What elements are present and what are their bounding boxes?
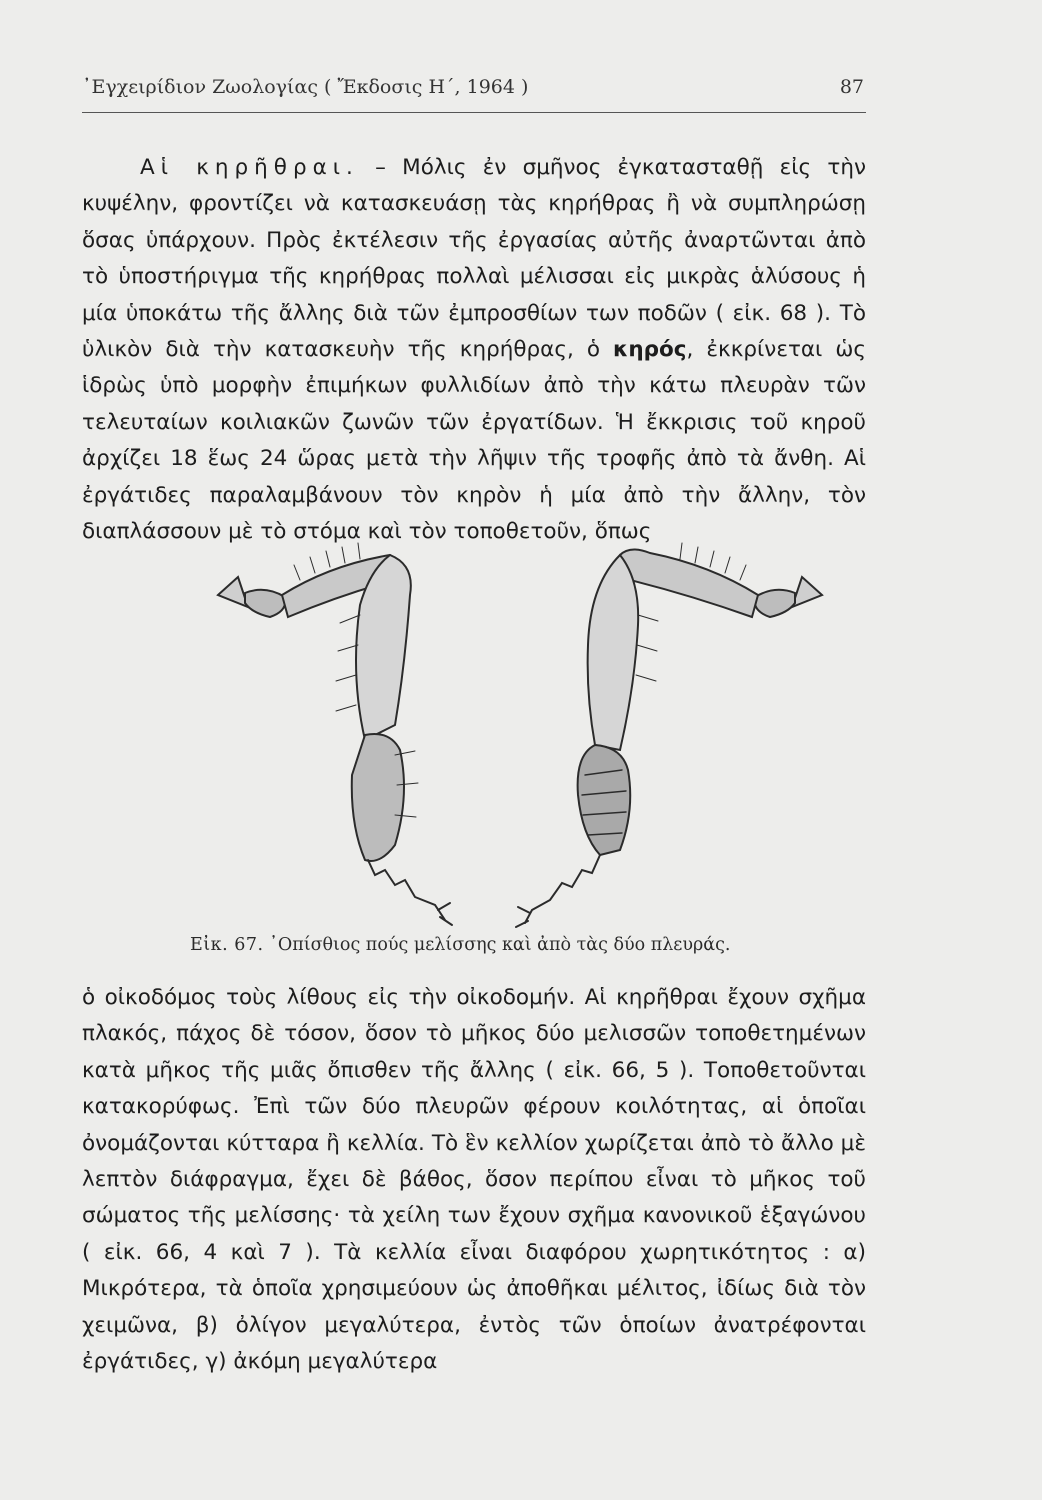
figure-caption xyxy=(190,935,850,955)
caption-text: ᾿Οπίσθιος πούς μελίσσης καὶ ἀπὸ τὰς δύο πλευράς. xyxy=(269,935,731,955)
paragraph-1-part-b: , ἐκκρίνεται ὡς ἱδρὼς ὑπὸ μορφὴν ἐπιμήκων φυλλιδίων ἀπὸ τὴν κάτω πλευρὰν τῶν τελευταίων κοιλιακῶν ζωνῶν τῶν ἐργατίδων. Ἡ ἔκκρισις τοῦ κηροῦ ἀρχίζει 18 ἕως 24 ὥρας μετὰ τὴν λῆψιν τῆς τροφῆς ἀπὸ τὰ ἄνθη. Αἱ ἐργάτιδες παραλαμβάνουν τὸν κηρὸν ἡ μία ἀπὸ τὴν ἄλλην, τὸν διαπλάσσουν μὲ τὸ στόμα καὶ τὸν τοποθετοῦν, ὅπως xyxy=(82,337,866,545)
paragraph-2-text: ὁ οἰκοδόμος τοὺς λίθους εἰς τὴν οἰκοδομήν. Αἱ κηρῆθραι ἔχουν σχῆμα πλακός, πάχος δὲ τόσον, ὅσον τὸ μῆκος δύο μελισσῶν τοποθετημένων κατὰ μῆκος τῆς μιᾶς ὄπισθεν τῆς ἄλλης ( εἰκ. 66, 5 ). Τοποθετοῦνται κατακορύφως. Ἐπὶ τῶν δύο πλευρῶν φέρουν κοιλότητας, αἱ ὁποῖαι ὀνομάζονται κύτταρα ἢ κελλία. Τὸ ἓν κελλίον χωρίζεται ἀπὸ τὸ ἄλλο μὲ λεπτὸν διάφραγμα, ἔχει δὲ βάθος, ὅσον περίπου εἶναι τὸ μῆκος τοῦ σώματος τῆς μελίσσης· τὰ χείλη των ἔχουν σχῆμα κανονικοῦ ἑξαγώνου ( εἰκ. 66, 4 καὶ 7 ). Τὰ κελλία εἶναι διαφόρου χωρητικότητος : α) Μικρότερα, τὰ ὁποῖα χρησιμεύουν ὡς ἀποθῆκαι μέλιτος, ἰδίως διὰ τὸν χειμῶνα, β) ὀλίγον μεγαλύτερα, ἐντὸς τῶν ὁποίων ἀνατρέφονται ἐργάτιδες, γ) ἀκόμη μεγαλύτερα xyxy=(82,985,866,1375)
bold-term-wax: κηρός xyxy=(613,337,687,363)
header-rule xyxy=(82,112,866,113)
page-number: 87 xyxy=(839,76,864,98)
bee-leg-illustration xyxy=(190,525,850,945)
figure-bee-hind-leg xyxy=(190,525,850,945)
book-title: ᾿Εγχειρίδιον Ζωολογίας ( Ἔκδοσις Η΄, 1964 ) xyxy=(82,76,529,98)
section-heading: Αἱ κηρῆθραι. xyxy=(140,155,359,180)
paragraph-1 xyxy=(82,150,866,550)
paragraph-2 xyxy=(82,980,866,1380)
paragraph-1-text xyxy=(82,150,866,550)
paragraph-1-part-a: – Μόλις ἐν σμῆνος ἐγκατασταθῇ εἰς τὴν κυψέλην, φροντίζει νὰ κατασκευάσῃ τὰς κηρήθρας ἢ νὰ συμπληρώσῃ ὅσας ὑπάρχουν. Πρὸς ἐκτέλεσιν τῆς ἐργασίας αὐτῆς ἀναρτῶνται ἀπὸ τὸ ὑποστήριγμα τῆς κηρήθρας πολλαὶ μέλισσαι εἰς μικρὰς ἁλύσους ἡ μία ὑποκάτω τῆς ἄλλης διὰ τῶν ἐμπροσθίων των ποδῶν ( εἰκ. 68 ). Τὸ ὑλικὸν διὰ τὴν κατασκευὴν τῆς κηρήθρας, ὁ xyxy=(82,155,866,363)
caption-number: Εἰκ. 67. xyxy=(190,935,264,955)
